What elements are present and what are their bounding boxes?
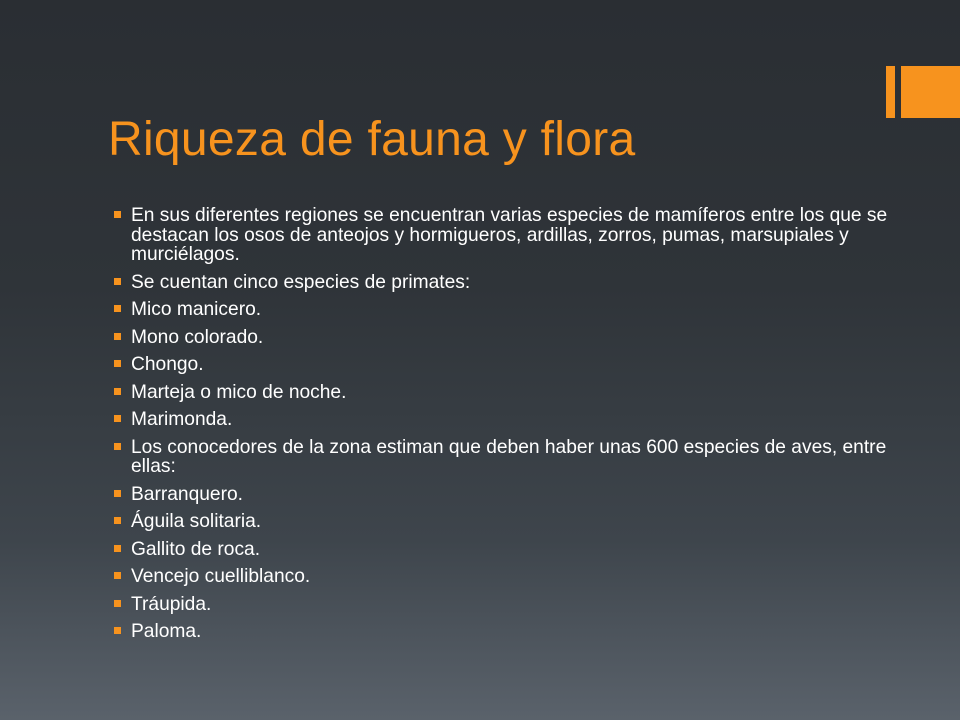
bullet-text: Se cuentan cinco especies de primates: bbox=[131, 271, 471, 293]
square-bullet-icon bbox=[114, 600, 121, 607]
square-bullet-icon bbox=[114, 211, 121, 218]
bullet-text: Los conocedores de la zona estiman que deben haber unas 600 especies de aves, entre ellas: bbox=[131, 436, 887, 477]
slide-title: Riqueza de fauna y flora bbox=[108, 113, 636, 166]
decorative-bar-thick bbox=[901, 66, 960, 118]
bullet-item bbox=[113, 622, 893, 642]
bullet-text: Barranquero. bbox=[131, 483, 243, 505]
bullet-item bbox=[113, 485, 893, 505]
bullet-item bbox=[113, 383, 893, 403]
bullet-item bbox=[113, 438, 893, 477]
square-bullet-icon bbox=[114, 572, 121, 579]
square-bullet-icon bbox=[114, 443, 121, 450]
bullet-item bbox=[113, 355, 893, 375]
square-bullet-icon bbox=[114, 278, 121, 285]
bullet-list bbox=[113, 206, 893, 650]
bullet-item bbox=[113, 273, 893, 293]
bullet-text: Mico manicero. bbox=[131, 299, 262, 320]
bullet-item bbox=[113, 300, 893, 320]
square-bullet-icon bbox=[114, 333, 121, 340]
bullet-text: Paloma. bbox=[131, 621, 202, 642]
bullet-text: Gallito de roca. bbox=[131, 538, 261, 560]
bullet-text: En sus diferentes regiones se encuentran varias especies de mamíferos entre los que se destacan los osos de anteojos y hormigueros, ardillas, zorros, pumas, marsupiales y murciélagos. bbox=[131, 205, 888, 265]
square-bullet-icon bbox=[114, 360, 121, 367]
bullet-text: Marimonda. bbox=[131, 409, 233, 430]
bullet-text: Marteja o mico de noche. bbox=[131, 381, 347, 403]
bullet-item bbox=[113, 328, 893, 348]
square-bullet-icon bbox=[114, 517, 121, 524]
square-bullet-icon bbox=[114, 305, 121, 312]
square-bullet-icon bbox=[114, 545, 121, 552]
square-bullet-icon bbox=[114, 388, 121, 395]
square-bullet-icon bbox=[114, 415, 121, 422]
decorative-bar-thin bbox=[886, 66, 895, 118]
bullet-item bbox=[113, 206, 893, 265]
bullet-item bbox=[113, 410, 893, 430]
bullet-item bbox=[113, 512, 893, 532]
bullet-item bbox=[113, 595, 893, 615]
bullet-text: Chongo. bbox=[131, 354, 204, 375]
bullet-text: Vencejo cuelliblanco. bbox=[131, 566, 311, 587]
square-bullet-icon bbox=[114, 627, 121, 634]
bullet-text: Águila solitaria. bbox=[131, 511, 262, 532]
bullet-item bbox=[113, 540, 893, 560]
bullet-text: Mono colorado. bbox=[131, 326, 264, 348]
square-bullet-icon bbox=[114, 490, 121, 497]
bullet-text: Tráupida. bbox=[131, 593, 212, 615]
bullet-item bbox=[113, 567, 893, 587]
